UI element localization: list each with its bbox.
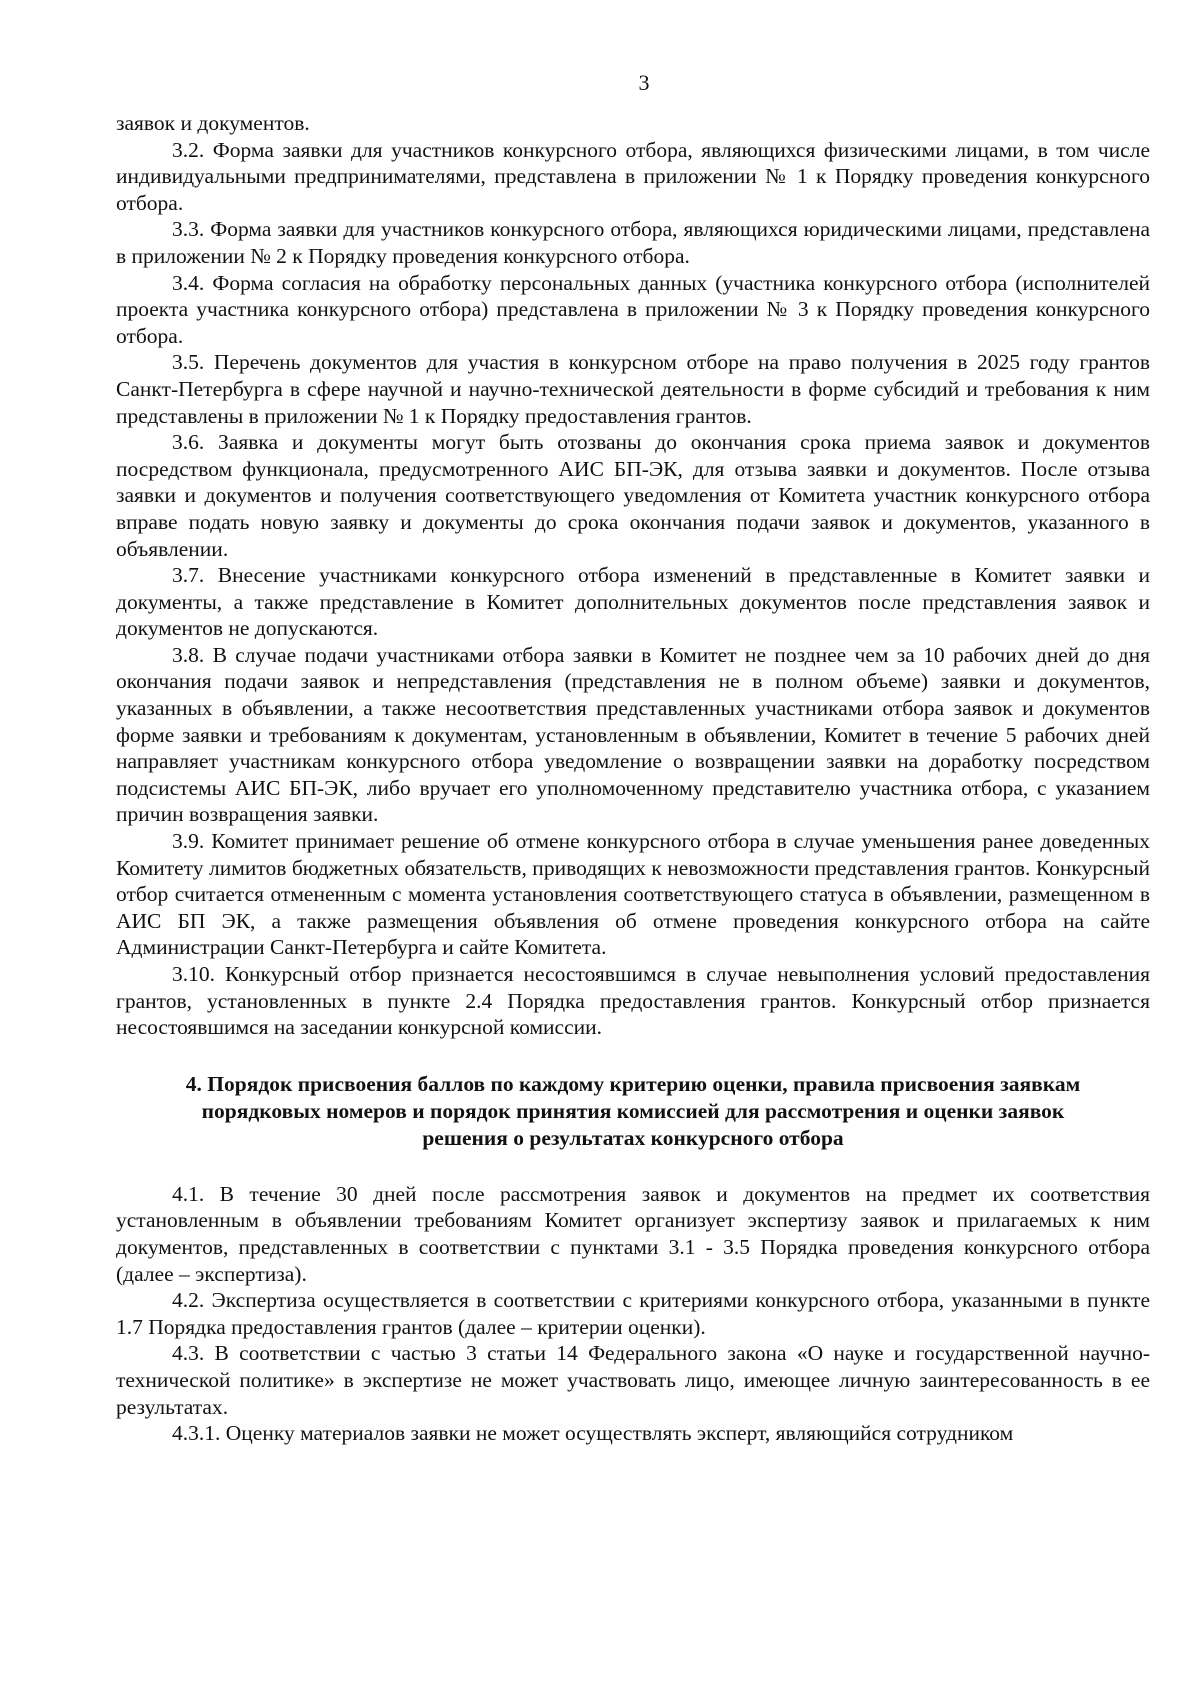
paragraph-continuation: заявок и документов. bbox=[116, 111, 310, 135]
page-number: 3 bbox=[638, 70, 650, 95]
section-heading-line-2: порядковых номеров и порядок принятия комиссией для рассмотрения и оценки заявок bbox=[201, 1098, 1065, 1123]
section-heading-line-3: решения о результатах конкурсного отбора bbox=[422, 1125, 844, 1150]
paragraph-3-8: 3.8. В случае подачи участниками отбора заявки в Комитет не позднее чем за 10 рабочих дней до дня окончания подачи заявок и непредставления (представления не в полном объеме) заявки и документов, указанных в объявлении, а также несоответствия представленных участниками отбора заявок и документов форме заявки и требованиям к документам, установленным в объявлении, Комитет в течение 5 рабочих дней направляет участникам конкурсного отбора уведомление о возвращении заявки на доработку посредством подсистемы АИС БП-ЭК, либо вручает его уполномоченному представителю участника отбора, с указанием причин возвращения заявки. bbox=[116, 642, 1150, 827]
section-heading-line-1: 4. Порядок присвоения баллов по каждому критерию оценки, правила присвоения заявкам bbox=[185, 1071, 1081, 1096]
paragraph-3-3: 3.3. Форма заявки для участников конкурсного отбора, являющихся юридическими лицами, представлена в приложении № 2 к Порядку проведения конкурсного отбора. bbox=[116, 217, 1150, 268]
paragraph-3-6: 3.6. Заявка и документы могут быть отозваны до окончания срока приема заявок и документов посредством функционала, предусмотренного АИС БП-ЭК, для отзыва заявки и документов. После отзыва заявки и документов и получения соответствующего уведомления от Комитета участник конкурсного отбора вправе подать новую заявку и документы до срока окончания подачи заявок и документов, указанного в объявлении. bbox=[116, 430, 1150, 561]
paragraphs-before bbox=[116, 110, 1150, 1041]
paragraph-3-2: 3.2. Форма заявки для участников конкурсного отбора, являющихся физическими лицами, в том числе индивидуальными предпринимателями, представлена в приложении № 1 к Порядку проведения конкурсного отбора. bbox=[116, 137, 1150, 215]
paragraph-3-7: 3.7. Внесение участниками конкурсного отбора изменений в представленные в Комитет заявки и документы, а также представление в Комитет дополнительных документов после представления заявок и документов не допускаются. bbox=[116, 563, 1150, 641]
paragraph-3-5: 3.5. Перечень документов для участия в конкурсном отборе на право получения в 2025 году грантов Санкт-Петербурга в сфере научной и научно-технической деятельности в форме субсидий и требования к ним представлены в приложении № 1 к Порядку предоставления грантов. bbox=[116, 350, 1150, 428]
paragraph-3-4: 3.4. Форма согласия на обработку персональных данных (участника конкурсного отбора (исполнителей проекта участника конкурсного отбора) представлена в приложении № 3 к Порядку проведения конкурсного отбора. bbox=[116, 270, 1150, 348]
document-page bbox=[116, 70, 1150, 1447]
paragraph-4-3: 4.3. В соответствии с частью 3 статьи 14 Федерального закона «О науке и государственной научно-технической политике» в экспертизе не может участвовать лицо, имеющее личную заинтересованность в ее результатах. bbox=[116, 1341, 1150, 1419]
paragraph-3-9: 3.9. Комитет принимает решение об отмене конкурсного отбора в случае уменьшения ранее доведенных Комитету лимитов бюджетных обязательств, приводящих к невозможности представления грантов. Конкурсный отбор считается отмененным с момента установления соответствующего статуса в объявлении, размещенном в АИС БП ЭК, а также размещения объявления об отмене проведения конкурсного отбора на сайте Администрации Санкт-Петербурга и сайте Комитета. bbox=[116, 829, 1150, 960]
paragraphs-after bbox=[116, 1181, 1150, 1447]
paragraph-4-3-1: 4.3.1. Оценку материалов заявки не может осуществлять эксперт, являющийся сотрудником bbox=[172, 1421, 1014, 1446]
paragraph-3-10: 3.10. Конкурсный отбор признается несостоявшимся в случае невыполнения условий предоставления грантов, установленных в пункте 2.4 Порядка предоставления грантов. Конкурсный отбор признается несостоявшимся на заседании конкурсной комиссии. bbox=[116, 962, 1150, 1040]
paragraph-4-2: 4.2. Экспертиза осуществляется в соответствии с критериями конкурсного отбора, указанными в пункте 1.7 Порядка предоставления грантов (далее – критерии оценки). bbox=[116, 1288, 1150, 1339]
section-4-heading bbox=[116, 1071, 1150, 1152]
paragraph-4-1: 4.1. В течение 30 дней после рассмотрения заявок и документов на предмет их соответствия установленным в объявлении требованиям Комитет организует экспертизу заявок и прилагаемых к ним документов, представленных в соответствии с пунктами 3.1 - 3.5 Порядка проведения конкурсного отбора (далее – экспертиза). bbox=[116, 1181, 1150, 1286]
